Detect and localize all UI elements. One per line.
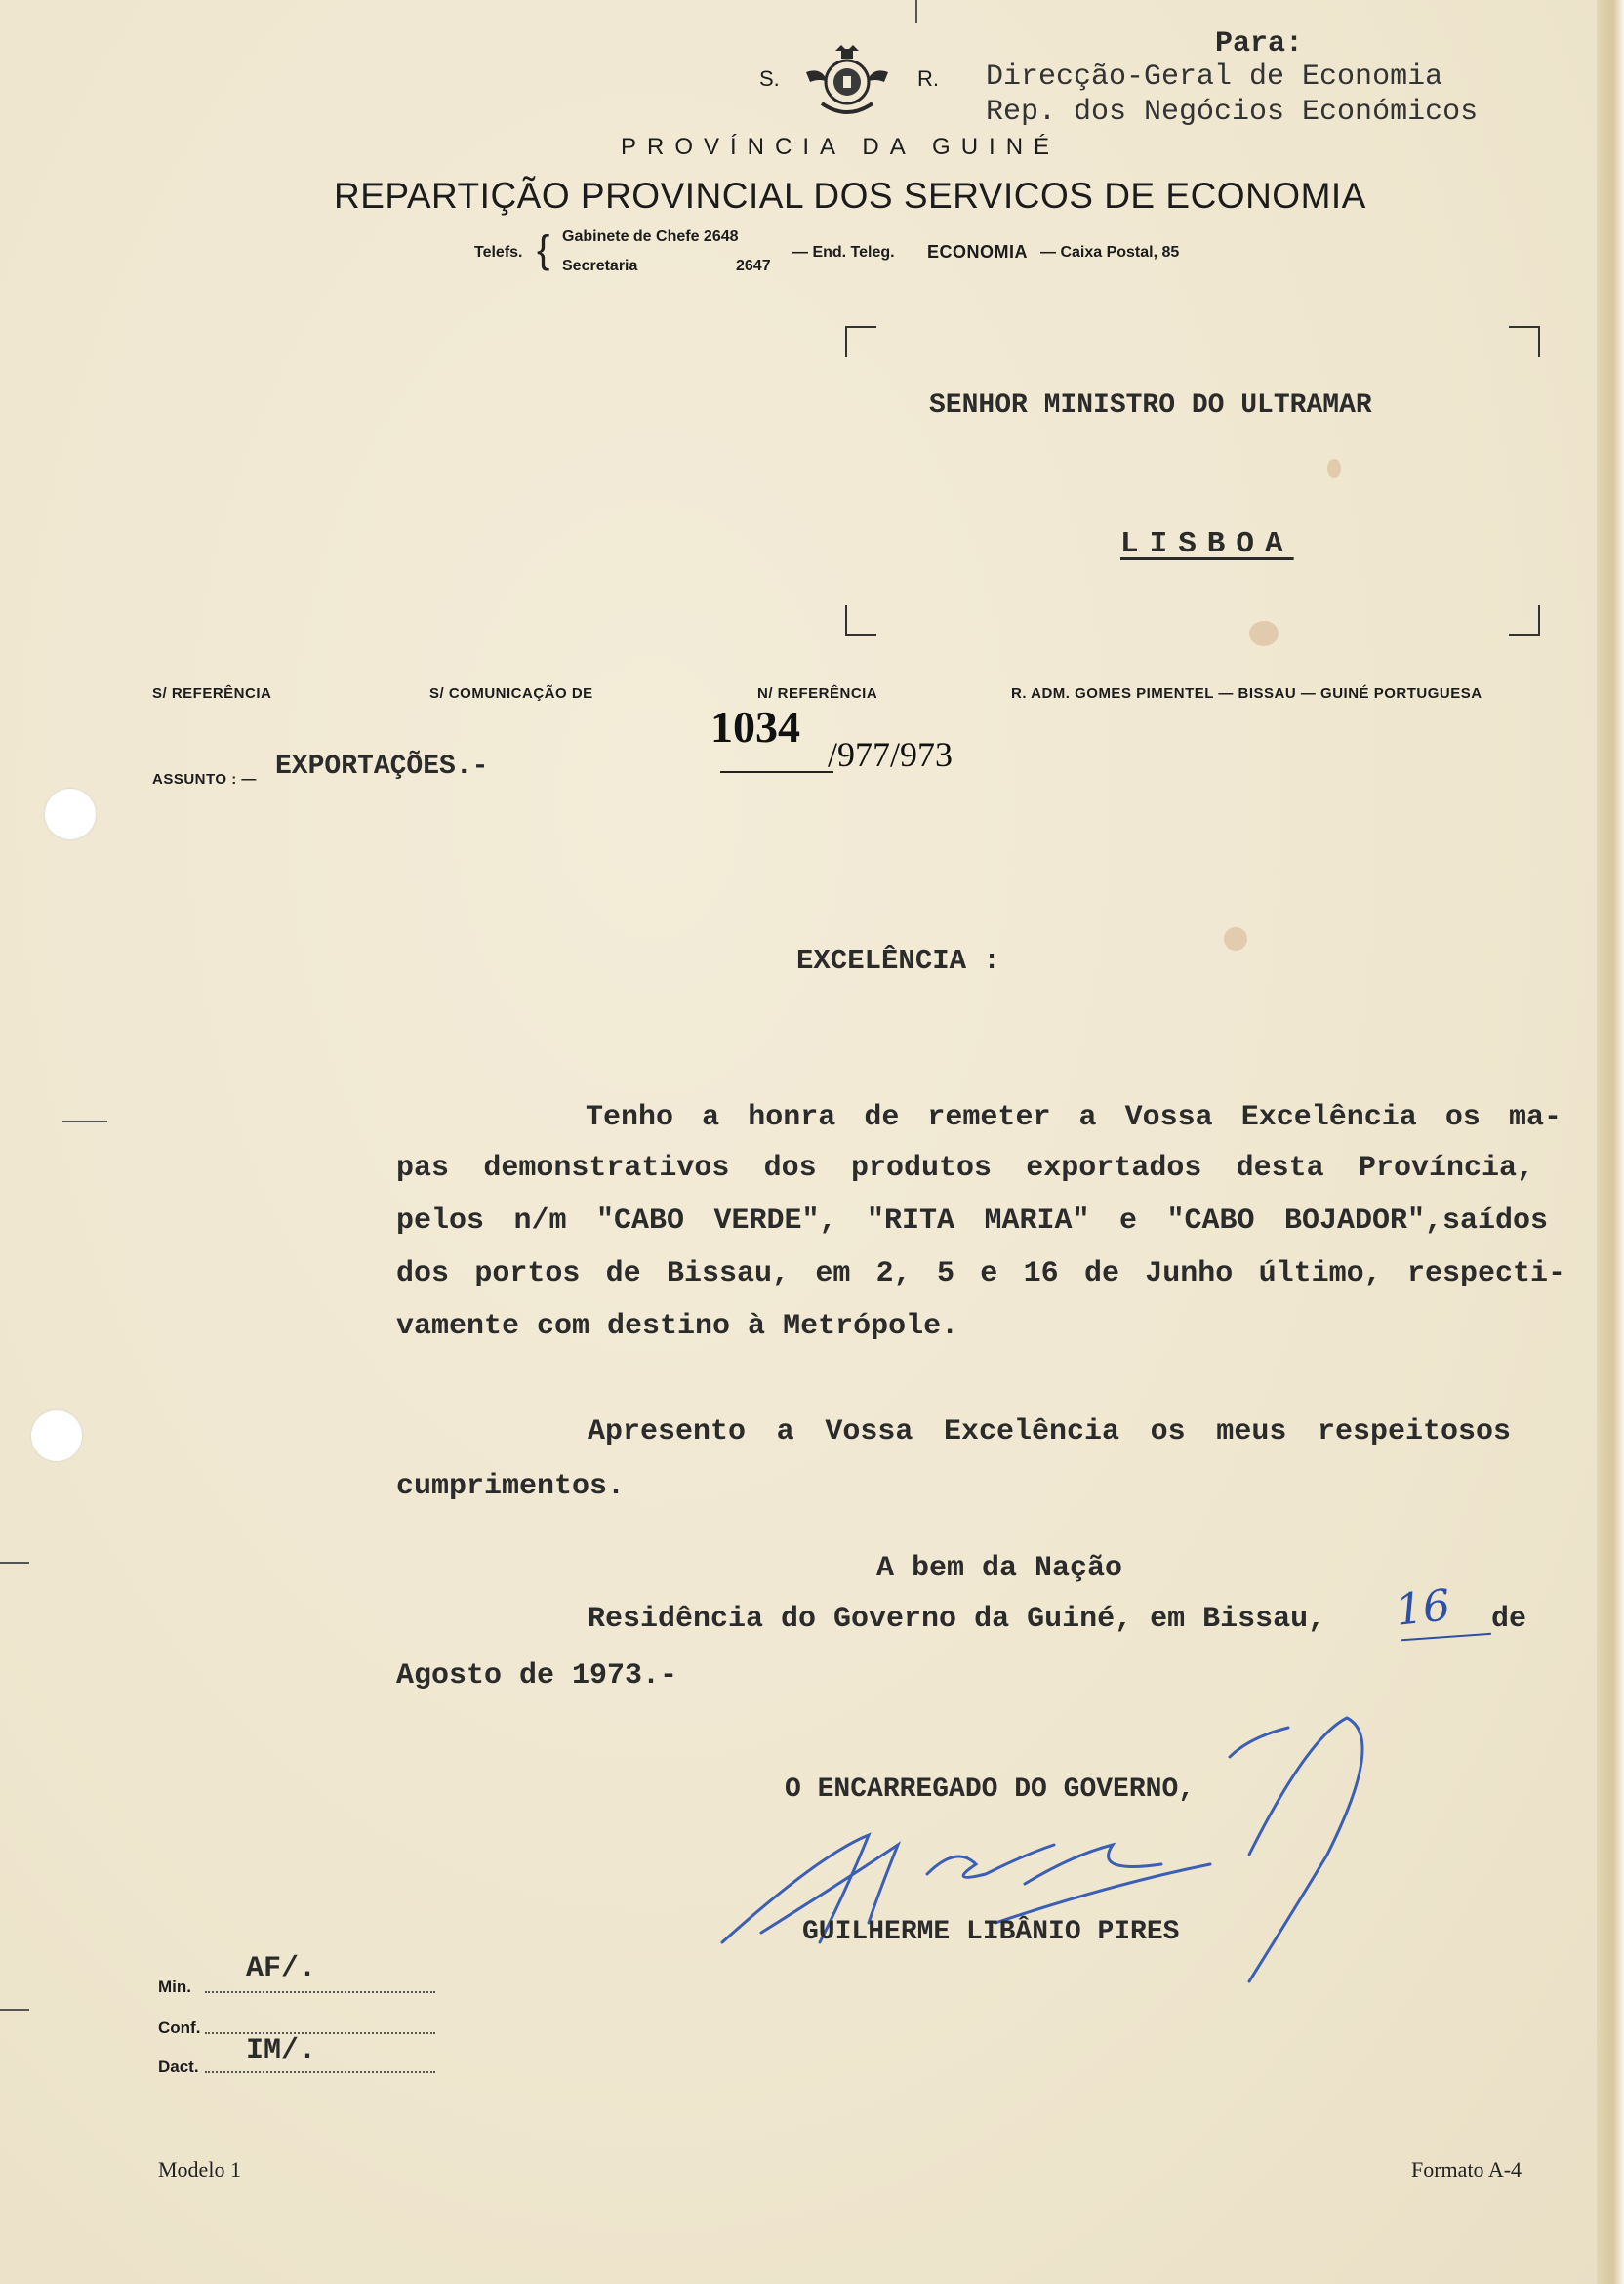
reference-underline — [720, 771, 833, 773]
body-line: pelos n/m "CABO VERDE", "RITA MARIA" e "CABO BOJADOR",saídos — [396, 1204, 1548, 1238]
coat-of-arms-icon — [802, 43, 892, 117]
province-name: PROVÍNCIA DA GUINÉ — [621, 134, 1061, 160]
body-line: Apresento a Vossa Excelência os meus respeitosos — [588, 1415, 1511, 1448]
body-line: cumprimentos. — [396, 1470, 626, 1503]
phone-gabinete: Gabinete de Chefe 2648 — [562, 228, 739, 245]
day-underline — [1401, 1633, 1491, 1641]
recipient-note-line1: Direcção-Geral de Economia — [986, 61, 1443, 94]
closing-place: Residência do Governo da Guiné, em Bissau, — [588, 1603, 1326, 1636]
paper-stain — [1224, 927, 1247, 951]
closing-motto: A bem da Nação — [876, 1552, 1123, 1585]
header-s-label: S. — [759, 66, 780, 91]
caixa-postal: — Caixa Postal, 85 — [1040, 244, 1180, 261]
margin-tick — [62, 1121, 107, 1122]
form-format: Formato A-4 — [1411, 2157, 1522, 2182]
body-line: Tenho a honra de remeter a Vossa Excelência os ma- — [586, 1101, 1562, 1134]
telefs-label: Telefs. — [474, 244, 523, 261]
header-r-label: R. — [917, 66, 939, 91]
subject-value: EXPORTAÇÕES.- — [275, 752, 489, 782]
recipient-note-label: Para: — [1215, 27, 1304, 61]
punch-hole — [45, 789, 96, 839]
punch-hole — [31, 1410, 82, 1461]
handwritten-day: 16 — [1393, 1580, 1453, 1636]
body-line: vamente com destino à Metrópole. — [396, 1310, 959, 1343]
brace-icon: { — [537, 228, 550, 271]
body-line: dos portos de Bissau, em 2, 5 e 16 de Junho último, respecti- — [396, 1257, 1565, 1290]
office-title: REPARTIÇÃO PROVINCIAL DOS SERVICOS DE ECONOMIA — [334, 176, 1366, 216]
closing-date: Agosto de 1973.- — [396, 1659, 678, 1693]
footer-dact-label: Dact. — [158, 2058, 199, 2076]
office-address: R. ADM. GOMES PIMENTEL — BISSAU — GUINÉ PORTUGUESA — [1011, 685, 1482, 702]
margin-tick — [915, 0, 917, 23]
margin-tick — [0, 1562, 29, 1564]
footer-dact-line — [205, 2071, 435, 2073]
window-bracket — [1509, 326, 1540, 357]
window-bracket — [1509, 605, 1540, 636]
phone-secretaria-number: 2647 — [736, 258, 771, 274]
footer-conf-label: Conf. — [158, 2019, 201, 2037]
margin-tick — [0, 2009, 29, 2011]
footer-min-value: AF/. — [246, 1952, 317, 1985]
subject-label: ASSUNTO : — — [152, 771, 257, 788]
teleg-label: — End. Teleg. — [792, 244, 895, 261]
footer-conf-line — [205, 2032, 435, 2034]
reference-rest: /977/973 — [828, 735, 954, 774]
closing-de: de — [1491, 1603, 1527, 1636]
addressee-city: LISBOA — [1120, 527, 1294, 561]
paper-stain — [1249, 621, 1279, 646]
form-model: Modelo 1 — [158, 2157, 241, 2182]
footer-min-line — [205, 1991, 435, 1993]
footer-min-label: Min. — [158, 1978, 191, 1996]
handwritten-signature — [703, 1698, 1386, 2011]
window-bracket — [845, 605, 876, 636]
paper-stain — [1327, 459, 1341, 478]
signatory-name: GUILHERME LIBÂNIO PIRES — [802, 1917, 1180, 1947]
phone-secretaria-label: Secretaria — [562, 258, 638, 274]
window-bracket — [845, 326, 876, 357]
salutation: EXCELÊNCIA : — [796, 945, 1000, 977]
footer-dact-value: IM/. — [246, 2034, 317, 2067]
ref-label-s-referencia: S/ REFERÊNCIA — [152, 685, 272, 702]
signatory-title: O ENCARREGADO DO GOVERNO, — [785, 1774, 1196, 1805]
reference-number: 1034 — [710, 702, 800, 752]
paper-edge — [1597, 0, 1624, 2284]
ref-label-n-referencia: N/ REFERÊNCIA — [757, 685, 878, 702]
recipient-note-line2: Rep. dos Negócios Económicos — [986, 96, 1479, 129]
body-line: pas demonstrativos dos produtos exportados desta Província, — [396, 1152, 1534, 1185]
addressee-name: SENHOR MINISTRO DO ULTRAMAR — [929, 390, 1372, 421]
ref-label-s-comunicacao: S/ COMUNICAÇÃO DE — [429, 685, 593, 702]
teleg-name: ECONOMIA — [927, 242, 1028, 262]
